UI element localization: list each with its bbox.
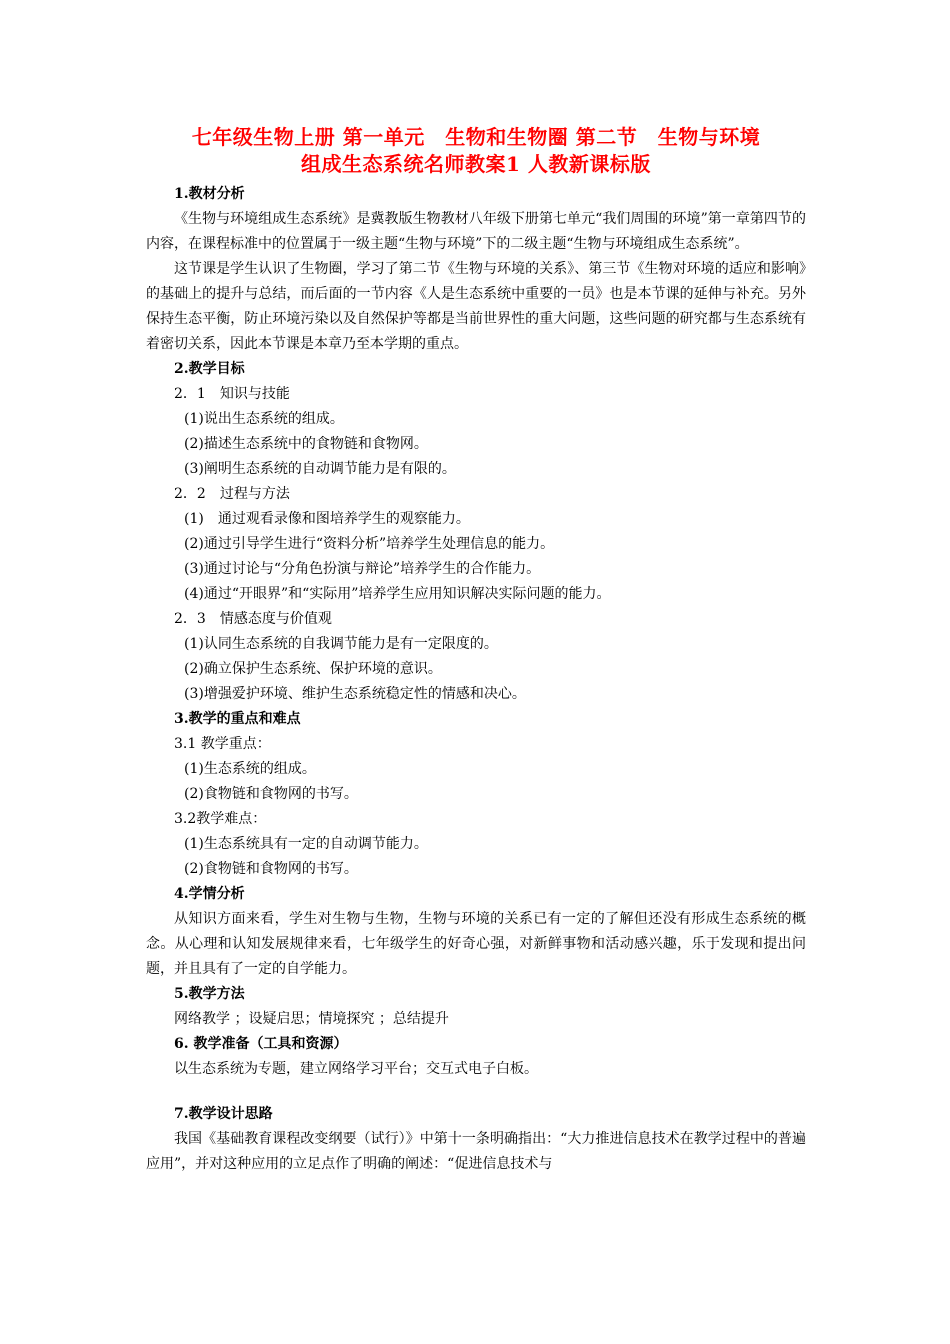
list-item: (2)确立保护生态系统、保护环境的意识。 [184, 661, 442, 677]
list-item: (3)增强爱护环境、维护生态系统稳定性的情感和决心。 [184, 686, 526, 702]
section-2-subheading-1: 2．1 知识与技能 [174, 386, 290, 402]
section-4-paragraph-1: 从知识方面来看，学生对生物与生物，生物与环境的关系已有一定的了解但还没有形成生态系统的概念。从心理和认知发展规律来看，七年级学生的好奇心强，对新鲜事物和活动感兴趣，乐于发现和提出问题，并且具有了一定的自学能力。 [146, 911, 806, 977]
section-3-subheading-1: 3.1 教学重点： [174, 736, 271, 752]
list-item: (2)食物链和食物网的书写。 [184, 786, 358, 802]
section-5-text: 网络教学 ；设疑启思；情境探究 ；总结提升 [174, 1011, 449, 1027]
section-7-paragraph-1: 我国《基础教育课程改变纲要（试行）》中第十一条明确指出：“大力推进信息技术在教学过程中的普遍应用”，并对这种应用的立足点作了明确的阐述：“促进信息技术与 [146, 1131, 806, 1172]
section-3-heading: 3.教学的重点和难点 [174, 711, 301, 727]
list-item: (2)描述生态系统中的食物链和食物网。 [184, 436, 428, 452]
document-title [146, 124, 806, 178]
list-item: (2)通过引导学生进行“资料分析”培养学生处理信息的能力。 [184, 536, 555, 552]
list-item: (4)通过“开眼界”和“实际用”培养学生应用知识解决实际问题的能力。 [184, 586, 611, 602]
section-4-heading: 4.学情分析 [174, 886, 245, 902]
title-line-1: 七年级生物上册 第一单元 生物和生物圈 第二节 生物与环境 [191, 125, 761, 149]
document-page [146, 124, 806, 1177]
section-1-heading: 1.教材分析 [174, 186, 245, 202]
section-spacer [146, 1082, 806, 1102]
list-item: (1)认同生态系统的自我调节能力是有一定限度的。 [184, 636, 498, 652]
section-6-text: 以生态系统为专题，建立网络学习平台；交互式电子白板。 [174, 1061, 538, 1077]
list-item: (1)生态系统具有一定的自动调节能力。 [184, 836, 428, 852]
section-5-heading: 5.教学方法 [174, 986, 245, 1002]
list-item: (2)食物链和食物网的书写。 [184, 861, 358, 877]
section-2-subheading-3: 2．3 情感态度与价值观 [174, 611, 332, 627]
list-item: (1) 通过观看录像和图培养学生的观察能力。 [184, 511, 470, 527]
section-2-heading: 2.教学目标 [174, 361, 245, 377]
section-7-heading: 7.教学设计思路 [174, 1106, 273, 1122]
section-1-paragraph-1: 《生物与环境组成生态系统》是冀教版生物教材八年级下册第七单元“我们周围的环境”第一章第四节的内容，在课程标准中的位置属于一级主题“生物与环境”下的二级主题“生物与环境组成生态系统”。 [146, 211, 806, 252]
title-line-2: 组成生态系统名师教案1 人教新课标版 [301, 152, 651, 176]
list-item: (1)生态系统的组成。 [184, 761, 316, 777]
list-item: (3)通过讨论与“分角色扮演与辩论”培养学生的合作能力。 [184, 561, 541, 577]
section-1-paragraph-2: 这节课是学生认识了生物圈，学习了第二节《生物与环境的关系》、第三节《生物对环境的适应和影响》的基础上的提升与总结，而后面的一节内容《人是生态系统中重要的一员》也是本节课的延伸与补充。另外保持生态平衡，防止环境污染以及自然保护等都是当前世界性的重大问题，这些问题的研究都与生态系统有着密切关系，因此本节课是本章乃至本学期的重点。 [146, 261, 806, 352]
section-3-subheading-2: 3.2教学难点： [174, 811, 267, 827]
section-6-heading: 6. 教学准备（工具和资源） [174, 1036, 348, 1052]
section-2-subheading-2: 2．2 过程与方法 [174, 486, 290, 502]
list-item: (1)说出生态系统的组成。 [184, 411, 344, 427]
list-item: (3)阐明生态系统的自动调节能力是有限的。 [184, 461, 456, 477]
